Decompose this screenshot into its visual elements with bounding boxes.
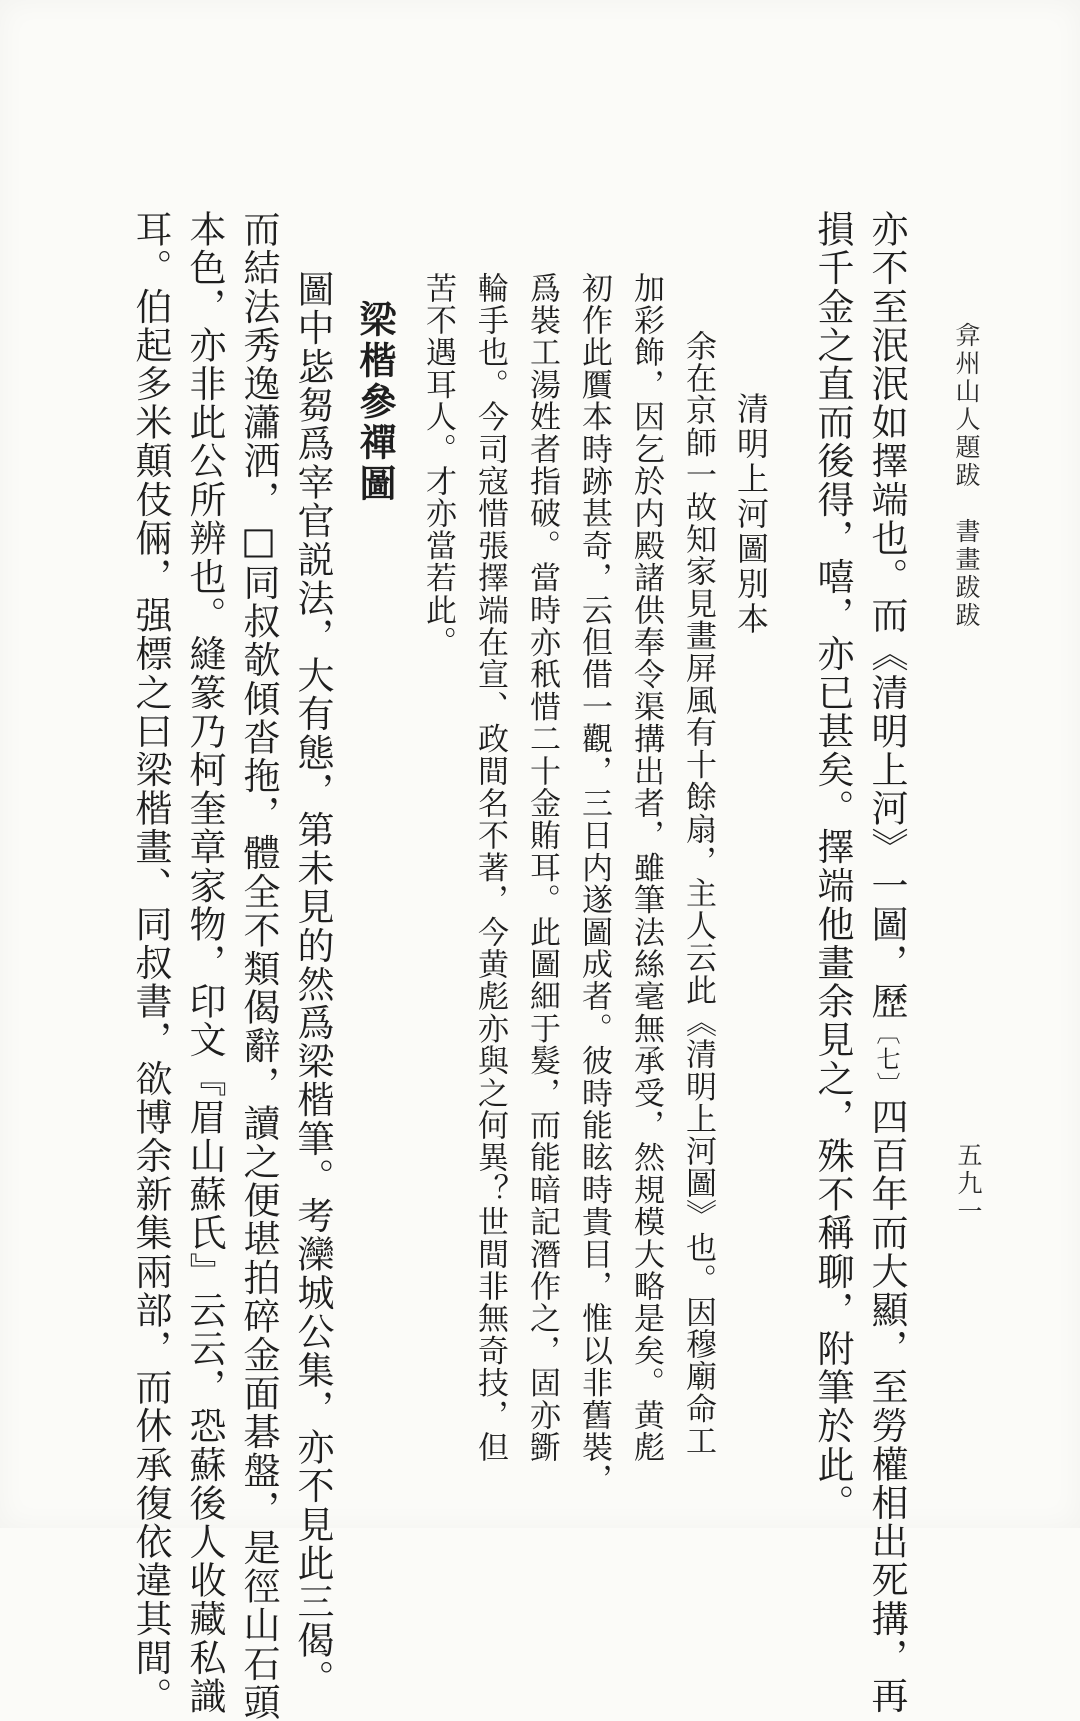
text-column: 爲裝工湯姓者指破。當時亦秖惜二十金賄耳。此圖細于髮，而能暗記潛作之，固亦斵: [524, 272, 560, 1464]
text-column-p1-1: [865, 210, 908, 1716]
text-column: 而結法秀逸瀟洒，□同叔欹傾沓拖，體全不類偈辭，讀之便堪拍碎金面碁盤，是徑山石頭: [237, 210, 280, 1721]
text-line: 亦不至泯泯如擇端也。而《清明上河》一圖，歷: [865, 210, 908, 1021]
text-line: 四百年而大顯，至勞權相出死搆，再: [865, 1097, 908, 1716]
section-title-qingming: 清明上河圖別本: [732, 392, 770, 637]
section-heading-lianghai: 梁楷參禪圖: [353, 300, 397, 505]
text-column: 苦不遇耳人。才亦當若此。: [420, 272, 456, 659]
running-title: 弇州山人題跋 書畫跋跋: [952, 322, 981, 630]
text-column-p1-2: 損千金之直而後得，嘻，亦已甚矣。擇端他畫余見之，殊不稱聊，附筆於此。: [811, 210, 854, 1523]
footnote-marker: 〔七〕: [872, 1020, 900, 1098]
text-column: 初作此贋本時跡甚奇，云但借一觀，三日内遂圖成者。彼時能眩時貴目，惟以非舊裝，: [576, 272, 612, 1496]
text-column: 余在京師一故知家見畫屏風有十餘扇，主人云此《清明上河圖》也。因穆廟命工: [680, 330, 716, 1457]
text-column: 耳。伯起多米顛伎倆，强標之曰梁楷畫、同叔書，欲博余新集兩部，而休承復依違其間。: [129, 210, 172, 1716]
page-number: 五九一: [954, 1142, 983, 1226]
text-column: 本色，亦非此公所辨也。縫篆乃柯奎章家物，印文『眉山蘇氏』云云，恐蘇後人收藏私識: [183, 210, 226, 1716]
text-column: 圖中毖芻爲宰官説法，大有態，第未見的然爲梁楷筆。考灤城公集，亦不見此三偈。: [291, 270, 334, 1699]
text-column: 輪手也。今司寇惜張擇端在宣、政間名不著，今黄彪亦與之何異？世間非無奇技，但: [472, 272, 508, 1464]
text-column: 加彩飾，因乞於内殿諸供奉令渠搆出者，雖筆法絲毫無承受，然規模大略是矣。黄彪: [628, 272, 664, 1464]
